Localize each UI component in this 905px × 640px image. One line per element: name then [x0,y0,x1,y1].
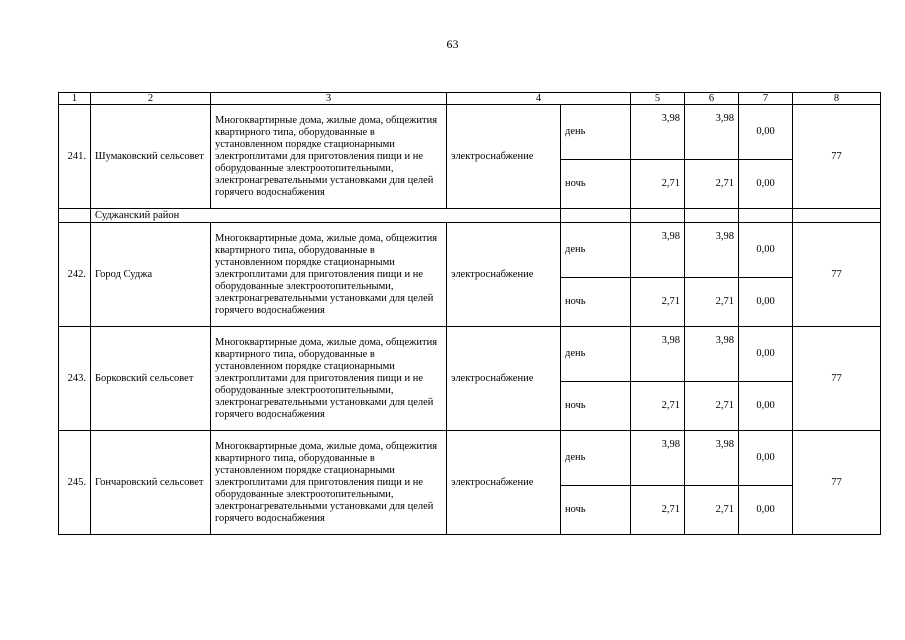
value-col5: 3,98 [631,431,685,486]
header-row [59,93,881,105]
col-header-5: 5 [631,93,685,105]
value-col6: 2,71 [685,160,739,209]
service-type: электроснабжение [447,105,561,209]
value-col7: 0,00 [739,327,793,382]
row-number: 245. [59,431,91,535]
value-col6: 2,71 [685,382,739,431]
district-row [59,209,881,223]
col-header-6: 6 [685,93,739,105]
value-col7: 0,00 [739,486,793,535]
value-col5: 2,71 [631,486,685,535]
period-day: день [561,431,631,486]
period-night: ночь [561,382,631,431]
value-col8: 77 [793,327,881,431]
table-row [59,105,881,160]
consumer-category: Многоквартирные дома, жилые дома, общежития квартирного типа, оборудованные в установленном порядке стационарными электроплитами для приготовления пищи и не оборудованные электроотопительными, электронагревательными установками для целей горячего водоснабжения [211,223,447,327]
value-col5: 2,71 [631,382,685,431]
period-day: день [561,105,631,160]
tariff-table [58,92,881,535]
municipality-name: Гончаровский сельсовет [91,431,211,535]
municipality-name: Борковский сельсовет [91,327,211,431]
value-col7: 0,00 [739,431,793,486]
municipality-name: Шумаковский сельсовет [91,105,211,209]
value-col7: 0,00 [739,382,793,431]
row-number: 242. [59,223,91,327]
consumer-category: Многоквартирные дома, жилые дома, общежития квартирного типа, оборудованные в установленном порядке стационарными электроплитами для приготовления пищи и не оборудованные электроотопительными, электронагревательными установками для целей горячего водоснабжения [211,431,447,535]
district-number-cell [59,209,91,223]
district-empty-cell [561,209,631,223]
period-day: день [561,327,631,382]
table-row [59,223,881,278]
value-col6: 3,98 [685,431,739,486]
value-col6: 3,98 [685,223,739,278]
consumer-category: Многоквартирные дома, жилые дома, общежития квартирного типа, оборудованные в установленном порядке стационарными электроплитами для приготовления пищи и не оборудованные электроотопительными, электронагревательными установками для целей горячего водоснабжения [211,327,447,431]
value-col5: 3,98 [631,223,685,278]
table-row [59,327,881,382]
row-number: 241. [59,105,91,209]
col-header-8: 8 [793,93,881,105]
table-row [59,431,881,486]
district-empty-cell [685,209,739,223]
value-col8: 77 [793,431,881,535]
row-number: 243. [59,327,91,431]
service-type: электроснабжение [447,223,561,327]
value-col6: 2,71 [685,486,739,535]
district-name: Суджанский район [91,209,561,223]
service-type: электроснабжение [447,431,561,535]
district-empty-cell [631,209,685,223]
period-night: ночь [561,278,631,327]
col-header-3: 3 [211,93,447,105]
consumer-category: Многоквартирные дома, жилые дома, общежития квартирного типа, оборудованные в установленном порядке стационарными электроплитами для приготовления пищи и не оборудованные электроотопительными, электронагревательными установками для целей горячего водоснабжения [211,105,447,209]
period-day: день [561,223,631,278]
district-empty-cell [793,209,881,223]
value-col8: 77 [793,223,881,327]
value-col7: 0,00 [739,223,793,278]
col-header-7: 7 [739,93,793,105]
value-col5: 3,98 [631,105,685,160]
value-col7: 0,00 [739,278,793,327]
value-col5: 2,71 [631,278,685,327]
district-empty-cell [739,209,793,223]
period-night: ночь [561,486,631,535]
period-night: ночь [561,160,631,209]
service-type: электроснабжение [447,327,561,431]
value-col5: 2,71 [631,160,685,209]
value-col6: 3,98 [685,327,739,382]
value-col8: 77 [793,105,881,209]
value-col6: 3,98 [685,105,739,160]
value-col7: 0,00 [739,160,793,209]
col-header-2: 2 [91,93,211,105]
municipality-name: Город Суджа [91,223,211,327]
value-col6: 2,71 [685,278,739,327]
value-col7: 0,00 [739,105,793,160]
page-number: 63 [446,37,459,51]
value-col5: 3,98 [631,327,685,382]
col-header-4: 4 [447,93,631,105]
col-header-1: 1 [59,93,91,105]
